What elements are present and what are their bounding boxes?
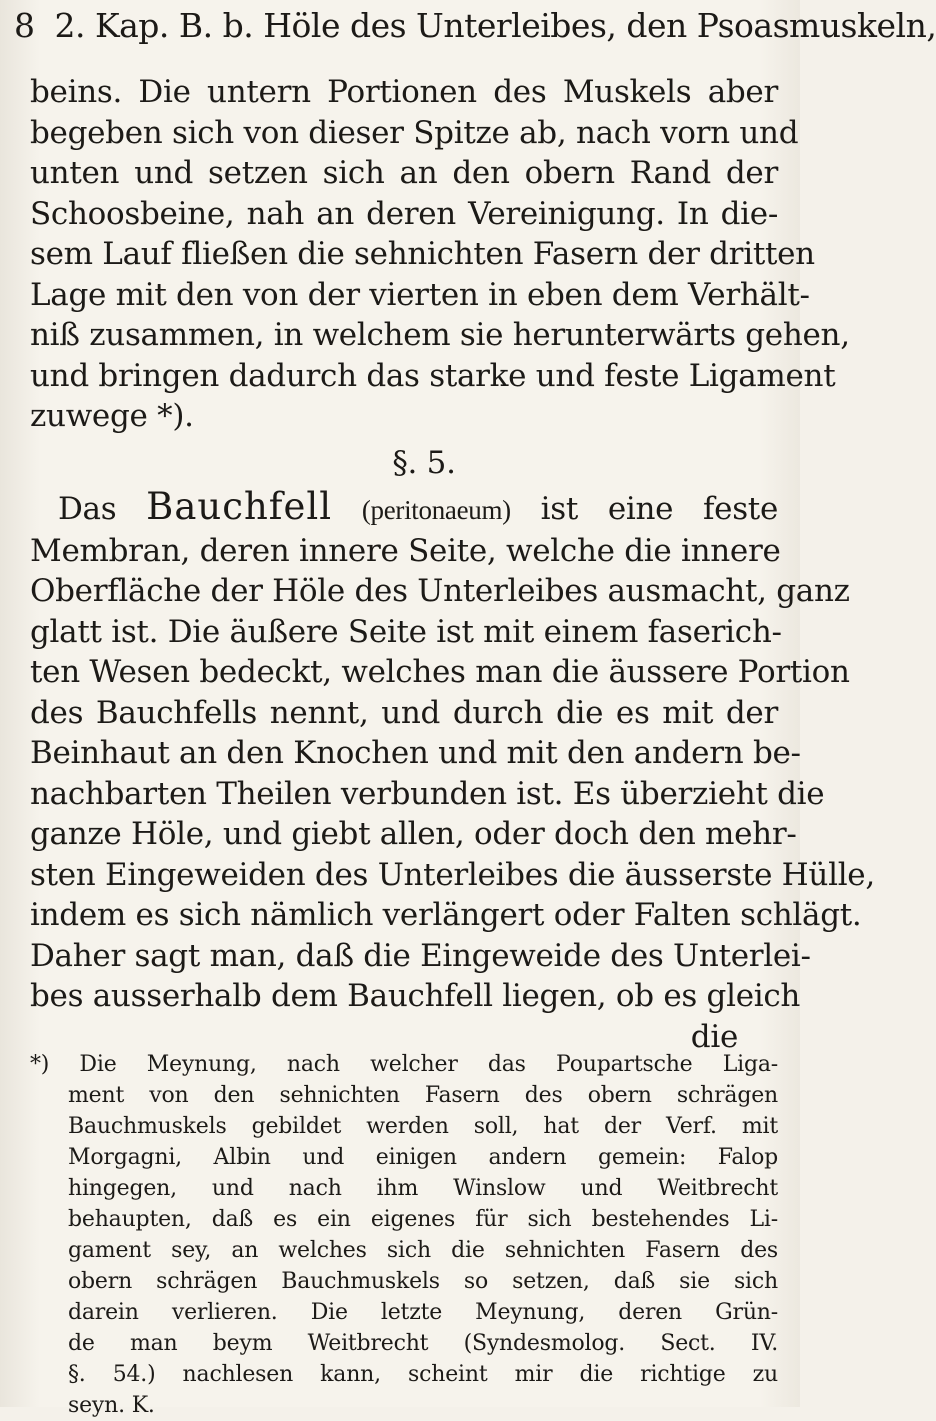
section-term-latin: (peritonaeum) <box>362 495 511 525</box>
text-fragment: ist eine feste <box>541 491 778 527</box>
text-line: und bringen dadurch das starke und feste Ligament <box>30 356 778 397</box>
main-text <box>30 72 778 1057</box>
footnote-line: Bauchmuskels gebildet werden soll, hat der Verf. mit <box>30 1111 778 1142</box>
text-line: Daher sagt man, daß die Eingeweide des Unterlei- <box>30 936 778 977</box>
footnote-line: *) Die Meynung, nach welcher das Poupartsche Liga- <box>30 1049 778 1080</box>
text-line: Lage mit den von der vierten in eben dem Verhält- <box>30 275 778 316</box>
section-opening-line: Das Bauchfell (peritonaeum) ist eine feste <box>30 487 778 531</box>
text-line: Schoosbeine, nah an deren Vereinigung. In die- <box>30 194 778 235</box>
text-line: begeben sich von dieser Spitze ab, nach vorn und <box>30 113 778 154</box>
page-number: 8 <box>14 6 35 45</box>
text-line: sem Lauf fließen die sehnichten Fasern der dritten <box>30 234 778 275</box>
footnote-line: ment von den sehnichten Fasern des obern schrägen <box>30 1080 778 1111</box>
text-line: glatt ist. Die äußere Seite ist mit einem faserich- <box>30 612 778 653</box>
text-line: zuwege *). <box>30 396 778 437</box>
text-line: indem es sich nämlich verlängert oder Falten schlägt. <box>30 895 778 936</box>
text-line: Oberfläche der Höle des Unterleibes ausmacht, ganz <box>30 571 778 612</box>
footnote-line: hingegen, und nach ihm Winslow und Weitbrecht <box>30 1173 778 1204</box>
text-line: Membran, deren innere Seite, welche die innere <box>30 531 778 572</box>
text-line: nachbarten Theilen verbunden ist. Es überzieht die <box>30 774 778 815</box>
footnote-line: obern schrägen Bauchmuskels so setzen, daß sie sich <box>30 1266 778 1297</box>
running-title: 2. Kap. B. b. Höle des Unterleibes, den Psoasmuskeln, <box>55 6 936 45</box>
footnote-line: behaupten, daß es ein eigenes für sich bestehendes Li- <box>30 1204 778 1235</box>
section-number: §. 5. <box>30 443 778 484</box>
text-line: niß zusammen, in welchem sie herunterwärts gehen, <box>30 315 778 356</box>
text-line: sten Eingeweiden des Unterleibes die äusserste Hülle, <box>30 855 778 896</box>
footnote-line: §. 54.) nachlesen kann, scheint mir die richtige zu <box>30 1359 778 1390</box>
text-line: beins. Die untern Portionen des Muskels aber <box>30 72 778 113</box>
footnote-line: Morgagni, Albin und einigen andern gemein: Falop <box>30 1142 778 1173</box>
text-line: des Bauchfells nennt, und durch die es mit der <box>30 693 778 734</box>
text-line: ganze Höle, und giebt allen, oder doch den mehr- <box>30 814 778 855</box>
text-line: bes ausserhalb dem Bauchfell liegen, ob es gleich <box>30 976 778 1017</box>
text-line: Beinhaut an den Knochen und mit den andern be- <box>30 733 778 774</box>
footnote-line: gament sey, an welches sich die sehnichten Fasern des <box>30 1235 778 1266</box>
running-header <box>14 6 794 46</box>
catchword: die <box>30 1017 778 1058</box>
footnote <box>30 1049 778 1421</box>
footnote-line: darein verlieren. Die letzte Meynung, deren Grün- <box>30 1297 778 1328</box>
footnote-line: de man beym Weitbrecht (Syndesmolog. Sect. IV. <box>30 1328 778 1359</box>
footnote-line: seyn. K. <box>30 1390 778 1421</box>
text-line: unten und setzen sich an den obern Rand der <box>30 153 778 194</box>
text-line: ten Wesen bedeckt, welches man die äussere Portion <box>30 652 778 693</box>
section-term: Bauchfell <box>146 485 332 528</box>
